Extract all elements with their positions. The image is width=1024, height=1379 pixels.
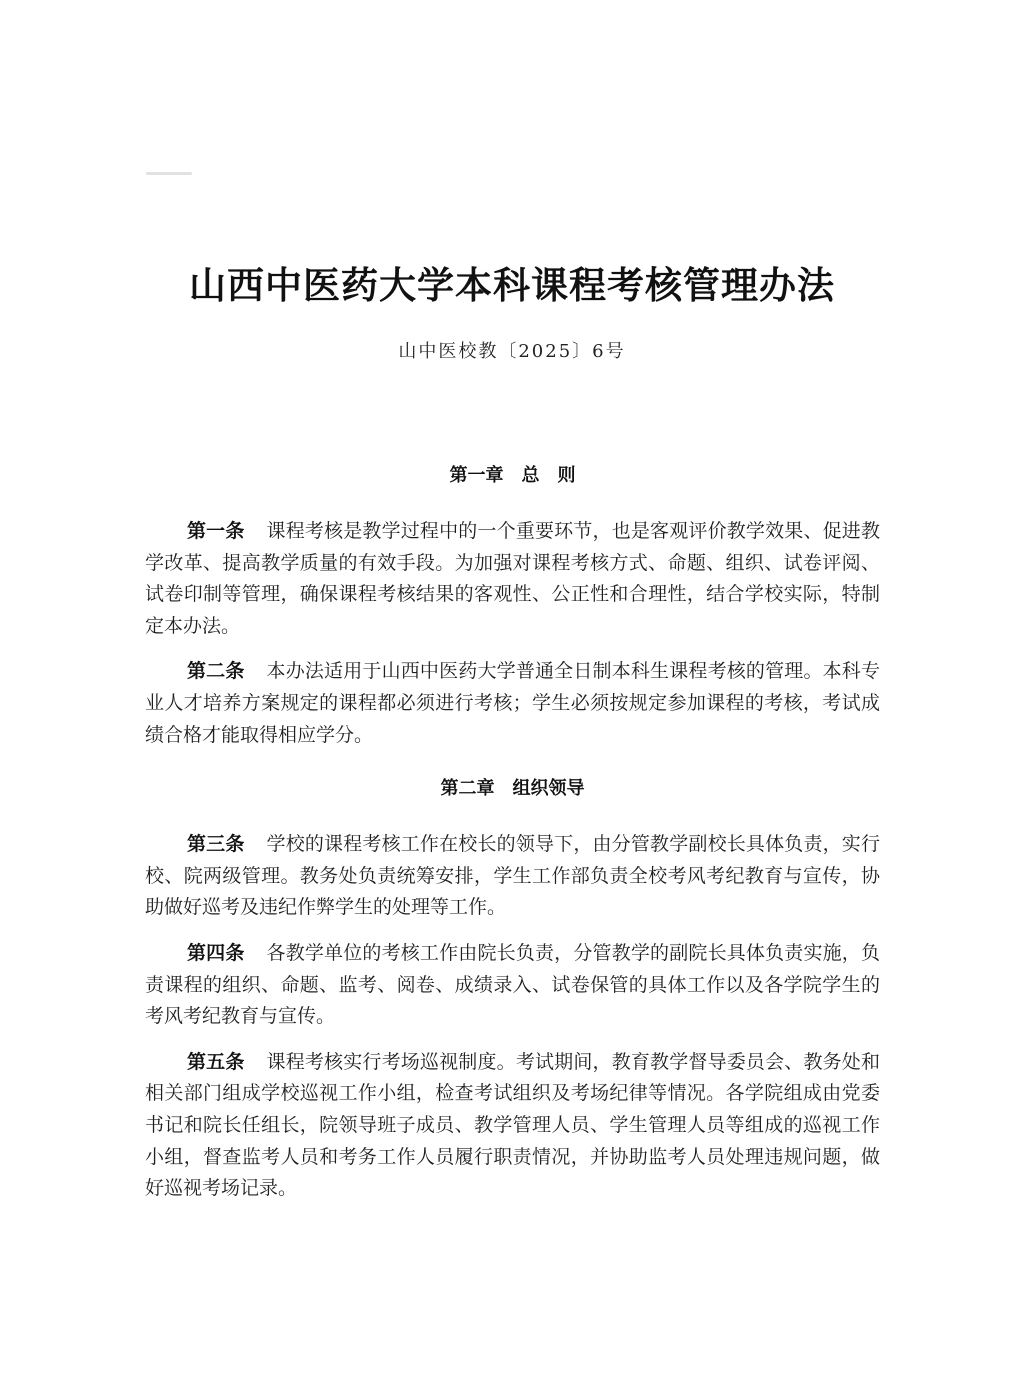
article-label: 第四条 xyxy=(187,941,245,964)
article-1 xyxy=(145,516,880,642)
article-label: 第三条 xyxy=(187,833,245,856)
article-text: 本办法适用于山西中医药大学普通全日制本科生课程考核的管理。本科专业人才培养方案规定的课程都必须进行考核；学生必须按规定参加课程的考核，考试成绩合格才能取得相应学分。 xyxy=(145,660,880,746)
article-text: 课程考核是教学过程中的一个重要环节，也是客观评价教学效果、促进教学改革、提高教学质量的有效手段。为加强对课程考核方式、命题、组织、试卷评阅、试卷印制等管理，确保课程考核结果的客观性、公正性和合理性，结合学校实际，特制定本办法。 xyxy=(145,520,880,637)
document-title: 山西中医药大学本科课程考核管理办法 xyxy=(189,264,835,307)
article-label: 第二条 xyxy=(187,660,245,683)
article-label: 第一条 xyxy=(187,520,245,542)
chapter-heading-1: 第一章 总 则 xyxy=(449,465,576,486)
article-text: 各教学单位的考核工作由院长负责，分管教学的副院长具体负责实施，负责课程的组织、命题、监考、阅卷、成绩录入、试卷保管的具体工作以及各学院学生的考风考纪教育与宣传。 xyxy=(145,941,880,1028)
document-body xyxy=(145,452,880,1205)
chapter-heading-2: 第二章 组织领导 xyxy=(440,778,585,800)
article-5 xyxy=(145,1047,880,1205)
scan-mark xyxy=(146,172,192,175)
document-number: 山中医校教〔2025〕6号 xyxy=(398,341,626,362)
article-3 xyxy=(145,829,880,924)
article-label: 第五条 xyxy=(187,1050,245,1073)
article-text: 学校的课程考核工作在校长的领导下，由分管教学副校长具体负责，实行校、院两级管理。教务处负责统筹安排，学生工作部负责全校考风考纪教育与宣传，协助做好巡考及违纪作弊学生的处理等工作。 xyxy=(145,833,880,919)
article-2 xyxy=(145,656,880,751)
article-4 xyxy=(145,938,880,1033)
article-text: 课程考核实行考场巡视制度。考试期间，教育教学督导委员会、教务处和相关部门组成学校巡视工作小组，检查考试组织及考场纪律等情况。各学院组成由党委书记和院长任组长，院领导班子成员、教学管理人员、学生管理人员等组成的巡视工作小组，督查监考人员和考务工作人员履行职责情况，并协助监考人员处理违规问题，做好巡视考场记录。 xyxy=(145,1050,880,1200)
